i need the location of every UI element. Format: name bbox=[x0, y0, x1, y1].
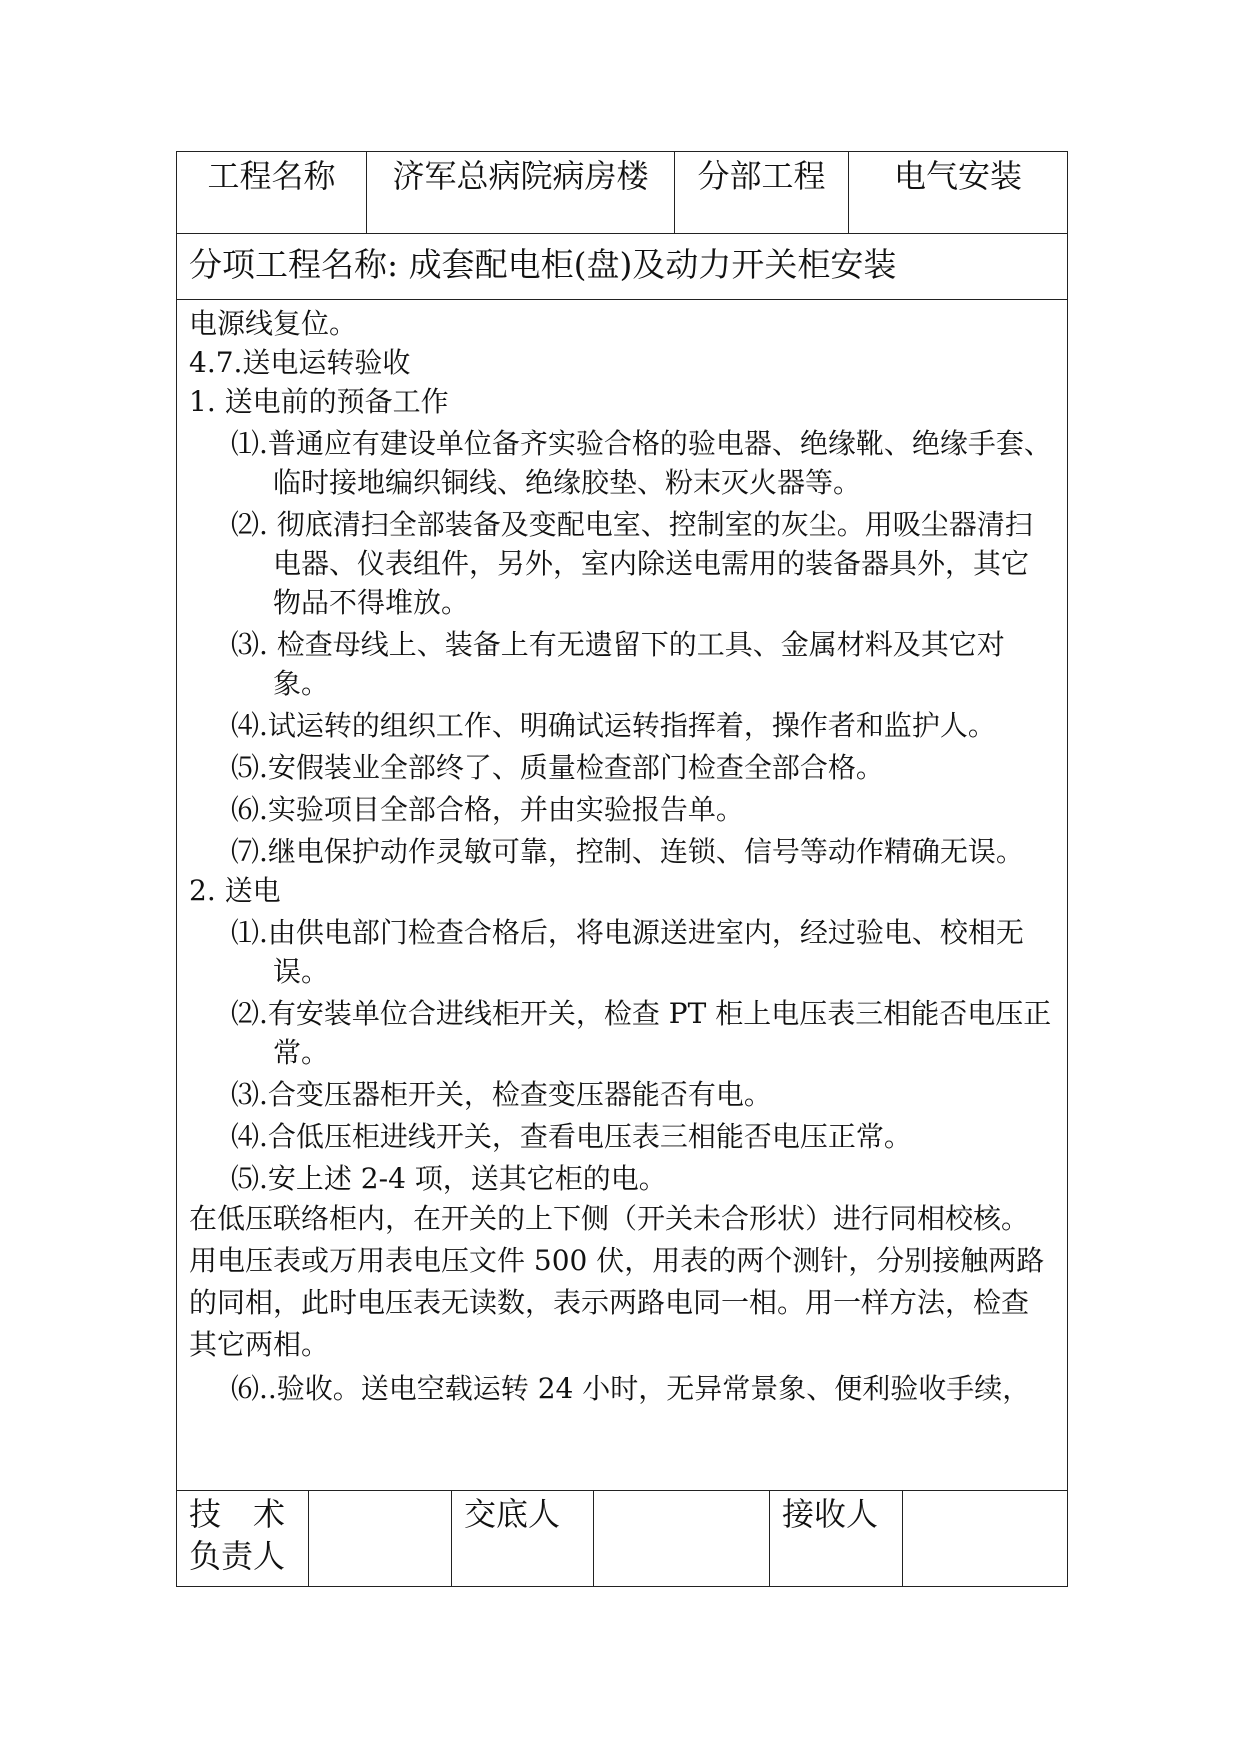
list-item: ⑸.安上述 2-4 项，送其它柜的电。 bbox=[231, 1162, 667, 1195]
handover-label: 交底人 bbox=[452, 1491, 594, 1586]
handover-value bbox=[594, 1491, 770, 1586]
list-item: ⑶.合变压器柜开关，检查变压器能否有电。 bbox=[231, 1078, 772, 1111]
receiver-label: 接收人 bbox=[770, 1491, 903, 1586]
project-name-value: 济军总病院病房楼 bbox=[367, 152, 675, 233]
list-item: ⑵.有安装单位合进线柜开关，检查 PT 柜上电压表三相能否电压正常。 bbox=[231, 997, 1052, 1069]
list-item: ⑹..验收。送电空载运转 24 小时，无异常景象、便利验收手续， bbox=[231, 1372, 1031, 1405]
list-item: ⑵. 彻底清扫全部装备及变配电室、控制室的灰尘。用吸尘器清扫电器、仪表组件，另外，室内除送电需用的装备器具外，其它物品不得堆放。 bbox=[231, 508, 1033, 619]
list-item: ⑷.合低压柜进线开关，查看电压表三相能否电压正常。 bbox=[231, 1120, 912, 1153]
body-row bbox=[177, 300, 1067, 1491]
list-heading: 1. 送电前的预备工作 bbox=[189, 385, 449, 418]
header-row bbox=[177, 152, 1067, 234]
body-text bbox=[177, 300, 1067, 1490]
subitem-name: 分项工程名称: 成套配电柜(盘)及动力开关柜安装 bbox=[189, 245, 897, 284]
body-paragraph: 在低压联络柜内，在开关的上下侧（开关未合形状）进行同相校核。用电压表或万用表电压文件 500 伏，用表的两个测针，分别接触两路的同相，此时电压表无读数，表示两路电同一相。用一样方法，检查其它两相。 bbox=[189, 1202, 1045, 1361]
division-value: 电气安装 bbox=[893, 157, 1022, 195]
section-heading: 4.7.送电运转验收 bbox=[189, 346, 411, 379]
project-name-label: 工程名称 bbox=[177, 152, 367, 233]
list-item: ⑸.安假装业全部终了、质量检查部门检查全部合格。 bbox=[231, 751, 884, 784]
tech-lead-value bbox=[309, 1491, 452, 1586]
tech-lead-label: 技 术负责人 bbox=[177, 1491, 309, 1586]
receiver-value bbox=[903, 1491, 1067, 1586]
list-item: ⑷.试运转的组织工作、明确试运转指挥着，操作者和监护人。 bbox=[231, 709, 996, 742]
list-item: ⑴.普通应有建设单位备齐实验合格的验电器、绝缘靴、绝缘手套、临时接地编织铜线、绝缘胶垫、粉末灭火器等。 bbox=[231, 427, 1052, 499]
technical-disclosure-sheet bbox=[176, 151, 1068, 1587]
list-heading: 2. 送电 bbox=[189, 874, 281, 907]
list-item: ⑶. 检查母线上、装备上有无遗留下的工具、金属材料及其它对象。 bbox=[231, 628, 1005, 700]
list-item: ⑴.由供电部门检查合格后，将电源送进室内，经过验电、校相无误。 bbox=[231, 916, 1024, 988]
list-item: ⑺.继电保护动作灵敏可靠，控制、连锁、信号等动作精确无误。 bbox=[231, 835, 1024, 868]
list-item: ⑹.实验项目全部合格，并由实验报告单。 bbox=[231, 793, 744, 826]
signature-row bbox=[177, 1491, 1067, 1586]
body-line: 电源线复位。 bbox=[189, 307, 358, 340]
division-label: 分部工程 bbox=[675, 152, 849, 233]
subitem-row bbox=[177, 234, 1067, 300]
